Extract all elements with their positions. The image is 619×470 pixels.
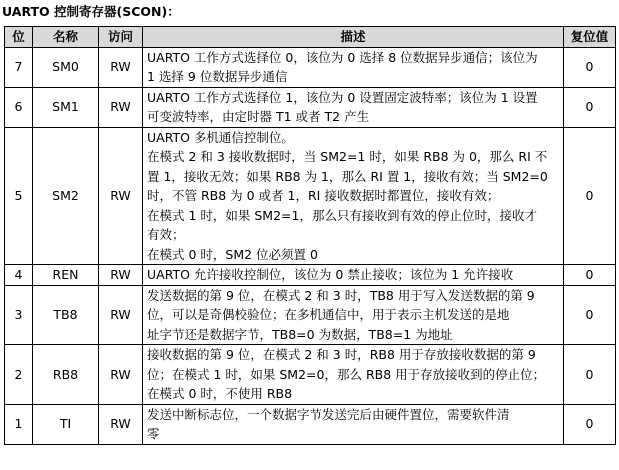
description-line: 有效；	[147, 227, 185, 242]
bit-cell: 7	[5, 47, 33, 87]
access-cell: RW	[99, 47, 143, 87]
description-line: UARTO 允许接收控制位，该位为 0 禁止接收；该位为 1 允许接收	[147, 267, 514, 282]
header-access: 访问	[99, 27, 143, 48]
description-line: UARTO 工作方式选择位 1，该位为 0 设置固定波特率；该位为 1 设置	[147, 89, 538, 105]
description-line: 在模式 1 时，如果 SM2=1，那么只有接收到有效的停止位时，接收才	[147, 207, 537, 223]
table-row	[5, 404, 616, 444]
reset-value-cell: 0	[564, 87, 616, 127]
description-line: UARTO 工作方式选择位 0，该位为 0 选择 8 位数据异步通信；该位为	[147, 49, 538, 65]
description-line: 位；在模式 1 时，如果 SM2=0，那么 RB8 用于存放接收到的停止位；	[147, 366, 546, 382]
reset-value-cell: 0	[564, 404, 616, 444]
table-row	[5, 345, 616, 405]
description-line: 1 选择 9 位数据异步通信	[147, 69, 288, 84]
access-cell: RW	[99, 127, 143, 265]
description-cell	[143, 127, 564, 265]
description-line: 位，可以是奇偶校验位；在多机通信中，用于表示主机发送的是地	[147, 307, 510, 322]
description-cell	[143, 345, 564, 405]
reset-value-cell: 0	[564, 285, 616, 345]
table-body	[5, 47, 616, 444]
description-cell	[143, 87, 564, 127]
bit-cell: 6	[5, 87, 33, 127]
reset-value-cell: 0	[564, 47, 616, 87]
description-line: 在模式 0 时，不使用 RB8	[147, 386, 293, 401]
scon-register-table	[4, 26, 616, 445]
table-row	[5, 285, 616, 345]
table-row	[5, 87, 616, 127]
description-line: 在模式 0 时，SM2 位必须置 0	[147, 246, 318, 262]
header-reset-value: 复位值	[564, 27, 616, 48]
name-cell: RB8	[33, 345, 99, 405]
description-line: 时，不管 RB8 为 0 或者 1，RI 接收数据时都置位，接收有效；	[147, 188, 500, 203]
table-row	[5, 47, 616, 87]
name-cell: SM1	[33, 87, 99, 127]
header-row	[5, 27, 616, 48]
description-cell	[143, 47, 564, 87]
description-line: 零	[147, 426, 160, 441]
description-line: 接收数据的第 9 位，在模式 2 和 3 时，RB8 用于存放接收数据的第 9	[147, 347, 536, 362]
header-description: 描述	[143, 27, 564, 48]
description-line: 可变波特率，由定时器 T1 或者 T2 产生	[147, 109, 370, 124]
description-cell	[143, 404, 564, 444]
table-caption: UARTO 控制寄存器(SCON)：	[2, 4, 180, 19]
bit-cell: 3	[5, 285, 33, 345]
bit-cell: 1	[5, 404, 33, 444]
access-cell: RW	[99, 345, 143, 405]
name-cell: REN	[33, 265, 99, 286]
description-line: 发送中断标志位，一个数据字节发送完后由硬件置位，需要软件清	[147, 406, 510, 422]
reset-value-cell: 0	[564, 265, 616, 286]
name-cell: TB8	[33, 285, 99, 345]
name-cell: SM2	[33, 127, 99, 265]
bit-cell: 5	[5, 127, 33, 265]
access-cell: RW	[99, 265, 143, 286]
name-cell: TI	[33, 404, 99, 444]
description-cell	[143, 285, 564, 345]
description-line: 置 1，接收无效；如果 RB8 为 1，那么 RI 置 1，接收有效；当 SM2=0	[147, 168, 548, 184]
description-line: UARTO 多机通信控制位。	[147, 129, 294, 145]
description-line: 发送数据的第 9 位，在模式 2 和 3 时，TB8 用于写入发送数据的第 9	[147, 287, 535, 303]
name-cell: SM0	[33, 47, 99, 87]
table-row	[5, 265, 616, 286]
access-cell: RW	[99, 285, 143, 345]
description-cell	[143, 265, 564, 286]
access-cell: RW	[99, 87, 143, 127]
access-cell: RW	[99, 404, 143, 444]
description-line: 址字节还是数据字节，TB8=0 为数据，TB8=1 为地址	[147, 326, 453, 342]
table-row	[5, 127, 616, 265]
header-name: 名称	[33, 27, 99, 48]
header-bit: 位	[5, 27, 33, 48]
reset-value-cell: 0	[564, 345, 616, 405]
description-line: 在模式 2 和 3 接收数据时，当 SM2=1 时，如果 RB8 为 0，那么 RI 不	[147, 149, 548, 164]
bit-cell: 2	[5, 345, 33, 405]
reset-value-cell: 0	[564, 127, 616, 265]
bit-cell: 4	[5, 265, 33, 286]
